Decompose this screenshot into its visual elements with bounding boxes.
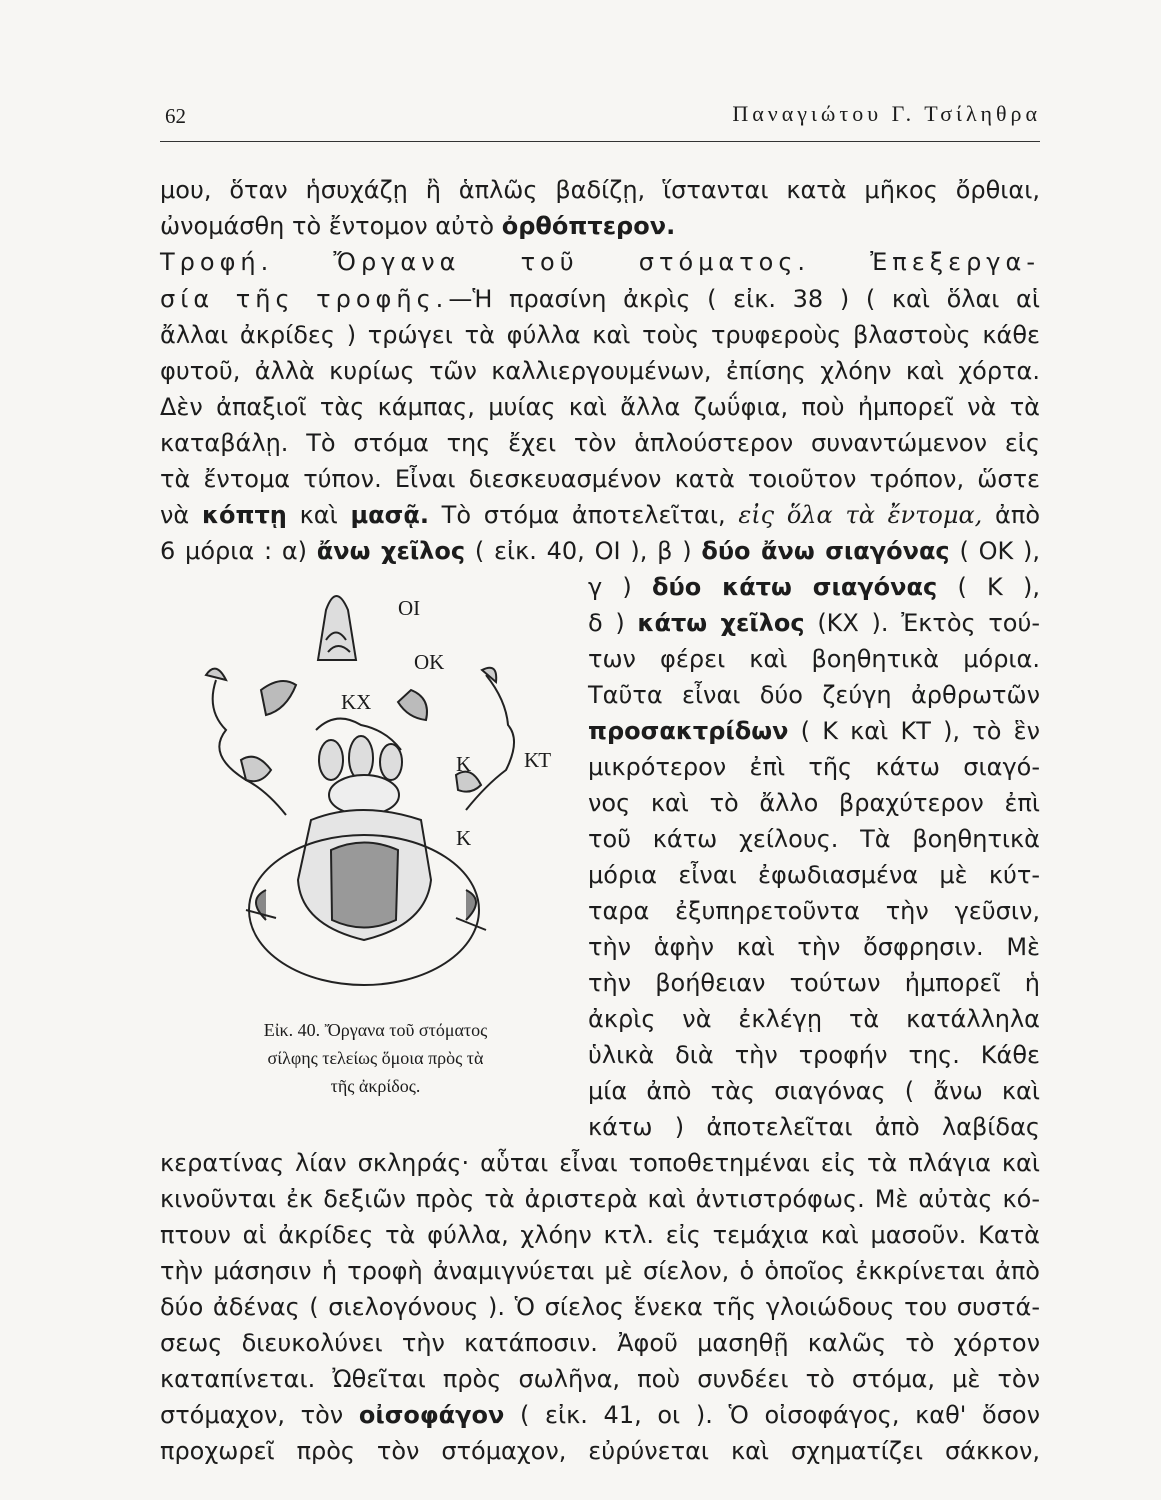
label-k-inner: Κ [456, 752, 472, 776]
text-line: ὠνομάσθη τὸ ἔντομον αὐτὸ ὀρθόπτερον. [160, 212, 676, 240]
text-line: τὴν μάσησιν ἡ τροφὴ ἀναμιγνύεται μὲ σίελον, ὁ ὁποῖος ἐκκρίνεται ἀπὸ [160, 1257, 1040, 1285]
text-line: δ ) κάτω χεῖλος (ΚΧ ). Ἐκτὸς τού- [588, 609, 1041, 637]
label-ok: ΟΚ [414, 650, 445, 674]
insect-mouthparts-illustration [186, 580, 566, 1000]
label-kx: ΚΧ [341, 690, 372, 714]
text-line: καταβάλῃ. Τὸ στόμα της ἔχει τὸν ἁπλούστερον συναντώμενον εἰς [160, 429, 1040, 457]
text-line: σία τῆς τροφῆς.—Ἡ πρασίνη ἀκρὶς ( εἰκ. 38 ) ( καὶ ὅλαι αἱ [160, 285, 1040, 313]
running-head: Παναγιώτου Γ. Τσίληθρα [732, 101, 1041, 126]
term-orthopteron: ὀρθόπτερον. [501, 212, 676, 240]
text-line: προσακτρίδων ( Κ καὶ ΚΤ ), τὸ ἓν [588, 717, 1040, 745]
text-line: των φέρει καὶ βοηθητικὰ μόρια. [588, 645, 1040, 673]
text-line: πτουν αἱ ἀκρίδες τὰ φύλλα, χλόην κτλ. εἰς τεμάχια καὶ μασοῦν. Κατὰ [160, 1221, 1040, 1249]
text-line: κινοῦνται ἐκ δεξιῶν πρὸς τὰ ἀριστερὰ καὶ ἀντιστρόφως. Μὲ αὐτὰς κό- [160, 1185, 1040, 1213]
text-line: ὑλικὰ διὰ τὴν τροφήν της. Κάθε [588, 1041, 1040, 1069]
text-line: κερατίνας λίαν σκληράς· αὗται εἶναι τοποθετημέναι εἰς τὰ πλάγια καὶ [160, 1149, 1040, 1177]
text-line: δύο ἀδένας ( σιελογόνους ). Ὁ σίελος ἕνεκα τῆς γλοιώδους του συστά- [160, 1293, 1040, 1321]
text-line: καταπίνεται. Ὠθεῖται πρὸς σωλῆνα, ποὺ συνδέει τὸ στόμα, μὲ τὸν [160, 1365, 1040, 1393]
text-line: τὴν βοήθειαν τούτων ἠμπορεῖ ἡ [588, 969, 1040, 997]
figure-40 [186, 580, 566, 1000]
label-k: Κ [456, 826, 472, 850]
figure-caption-line: Εἰκ. 40. Ὄργανα τοῦ στόματος [263, 1020, 488, 1040]
figure-caption-line: τῆς ἀκρίδος. [330, 1076, 421, 1096]
text-line: προχωρεῖ πρὸς τὸν στόμαχον, εὐρύνεται καὶ σχηματίζει σάκκον, [160, 1437, 1040, 1465]
text-line: μου, ὅταν ἡσυχάζῃ ἢ ἁπλῶς βαδίζῃ, ἵστανται κατὰ μῆκος ὄρθιαι, [160, 176, 1040, 204]
label-oi: ΟΙ [398, 596, 421, 620]
text-line: ταρα ἐξυπηρετοῦντα τὴν γεῦσιν, [588, 897, 1040, 925]
header-rule [160, 141, 1040, 142]
text-line: τὴν ἁφὴν καὶ τὴν ὄσφρησιν. Μὲ [588, 933, 1040, 961]
text-line: τοῦ κάτω χείλους. Τὰ βοηθητικὰ [588, 825, 1040, 853]
section-heading: Τροφή. Ὄργανα τοῦ στόματος. Ἐπεξεργα- [160, 248, 1040, 276]
text-line: φυτοῦ, ἀλλὰ κυρίως τῶν καλλιεργουμένων, ἐπίσης χλόην καὶ χόρτα. [160, 357, 1040, 385]
figure-caption-line: σίλφης τελείως ὅμοια πρὸς τὰ [267, 1048, 484, 1068]
text-line: Ταῦτα εἶναι δύο ζεύγη ἀρθρωτῶν [588, 681, 1040, 709]
text-line: στόμαχον, τὸν οἰσοφάγον ( εἰκ. 41, οι ). Ὁ οἰσοφάγος, καθ' ὅσον [160, 1401, 1040, 1429]
text-line: σεως διευκολύνει τὴν κατάποσιν. Ἀφοῦ μασηθῇ καλῶς τὸ χόρτον [160, 1329, 1040, 1357]
text-line: Δὲν ἀπαξιοῖ τὰς κάμπας, μυίας καὶ ἄλλα ζωΰφια, ποὺ ἠμπορεῖ νὰ τὰ [160, 393, 1040, 421]
text-line: ἄλλαι ἀκρίδες ) τρώγει τὰ φύλλα καὶ τοὺς τρυφεροὺς βλαστοὺς κάθε [160, 321, 1040, 349]
text-line: τὰ ἔντομα τύπον. Εἶναι διεσκευασμένον κατὰ τοιοῦτον τρόπον, ὥστε [160, 465, 1040, 493]
text-line: μία ἀπὸ τὰς σιαγόνας ( ἄνω καὶ [588, 1077, 1040, 1105]
text-line: νὰ κόπτῃ καὶ μασᾷ. Τὸ στόμα ἀποτελεῖται, εἰς ὅλα τὰ ἔντομα, ἀπὸ [160, 501, 1041, 529]
text-line: κάτω ) ἀποτελεῖται ἀπὸ λαβίδας [588, 1113, 1040, 1141]
text-line: μικρότερον ἐπὶ τῆς κάτω σιαγό- [588, 753, 1040, 781]
label-kt: ΚΤ [524, 748, 552, 772]
text-line: ἀκρὶς νὰ ἐκλέγῃ τὰ κατάλληλα [588, 1005, 1040, 1033]
text-line: νος καὶ τὸ ἄλλο βραχύτερον ἐπὶ [588, 789, 1040, 817]
text-line: 6 μόρια : α) ἄνω χεῖλος ( εἰκ. 40, ΟΙ ), β ) δύο ἄνω σιαγόνας ( ΟΚ ), [160, 537, 1040, 565]
text-line: γ ) δύο κάτω σιαγόνας ( Κ ), [588, 573, 1041, 601]
page-number: 62 [165, 104, 186, 128]
text-line: μόρια εἶναι ἐφωδιασμένα μὲ κύτ- [588, 861, 1040, 889]
